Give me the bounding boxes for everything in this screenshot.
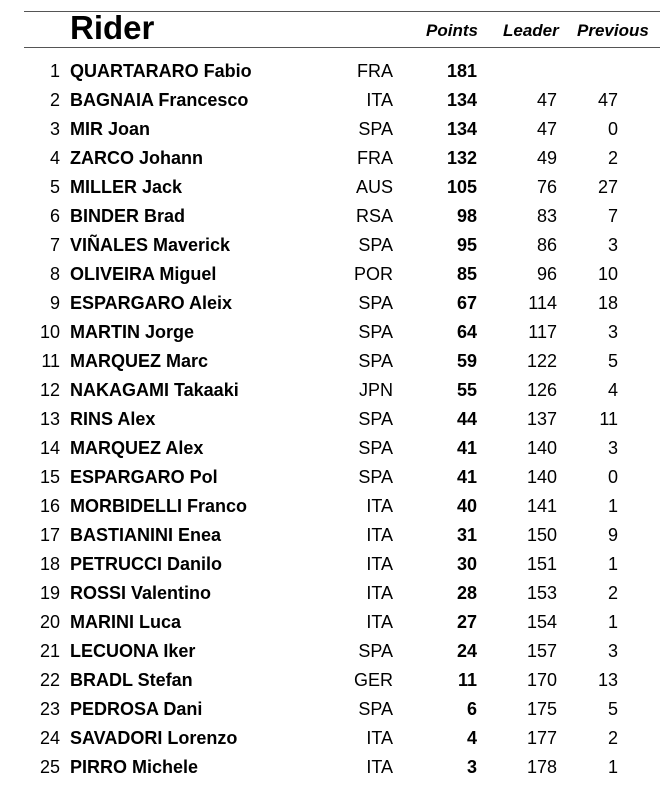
position-cell: 7 (49, 235, 60, 255)
gap-to-previous-cell: 7 (607, 206, 618, 226)
points-cell: 6 (466, 699, 477, 719)
position-cell: 16 (39, 496, 60, 516)
nation-cell: SPA (358, 438, 393, 458)
table-row (0, 579, 660, 608)
nation-cell: JPN (358, 380, 393, 400)
points-cell: 59 (456, 351, 477, 371)
gap-to-previous-cell: 9 (607, 525, 618, 545)
points-cell: 31 (456, 525, 477, 545)
gap-to-previous-cell: 2 (607, 148, 618, 168)
table-row (0, 260, 660, 289)
points-cell: 132 (446, 148, 477, 168)
table-row (0, 144, 660, 173)
table-row (0, 86, 660, 115)
position-cell: 18 (39, 554, 60, 574)
table-row (0, 376, 660, 405)
gap-to-previous-cell: 2 (607, 583, 618, 603)
rider-name-cell: PIRRO Michele (70, 757, 199, 777)
points-cell: 134 (446, 119, 477, 139)
nation-cell: SPA (358, 322, 393, 342)
gap-to-previous-cell: 1 (607, 612, 618, 632)
points-cell: 41 (456, 467, 477, 487)
table-header (0, 0, 660, 48)
gap-to-leader-cell: 150 (526, 525, 557, 545)
nation-cell: SPA (358, 409, 393, 429)
position-cell: 22 (39, 670, 60, 690)
gap-to-leader-cell: 137 (526, 409, 557, 429)
position-cell: 20 (39, 612, 60, 632)
gap-to-leader-cell: 153 (526, 583, 557, 603)
rider-name-cell: QUARTARARO Fabio (70, 61, 252, 81)
nation-cell: ITA (366, 612, 393, 632)
gap-to-previous-cell: 3 (607, 641, 618, 661)
gap-to-previous-cell: 0 (607, 467, 618, 487)
gap-to-leader-cell: 141 (526, 496, 557, 516)
position-cell: 3 (49, 119, 60, 139)
gap-to-leader-cell: 151 (526, 554, 557, 574)
points-cell: 44 (456, 409, 477, 429)
gap-to-previous-cell: 1 (607, 554, 618, 574)
gap-to-leader-cell: 86 (536, 235, 557, 255)
table-row (0, 57, 660, 86)
table-row (0, 405, 660, 434)
gap-to-previous-cell: 13 (597, 670, 618, 690)
table-row (0, 434, 660, 463)
nation-cell: ITA (366, 728, 393, 748)
position-cell: 5 (49, 177, 60, 197)
gap-to-previous-cell: 5 (607, 351, 618, 371)
nation-cell: FRA (357, 148, 393, 168)
nation-cell: ITA (366, 554, 393, 574)
nation-cell: RSA (355, 206, 393, 226)
gap-to-previous-cell: 5 (607, 699, 618, 719)
points-cell: 181 (446, 61, 477, 81)
table-row (0, 608, 660, 637)
rider-name-cell: MORBIDELLI Franco (70, 496, 248, 516)
nation-cell: POR (353, 264, 393, 284)
position-cell: 14 (39, 438, 60, 458)
rider-name-cell: PEDROSA Dani (70, 699, 203, 719)
gap-to-leader-cell: 47 (536, 90, 557, 110)
position-cell: 8 (49, 264, 60, 284)
rider-name-cell: MARQUEZ Alex (70, 438, 204, 458)
rider-name-cell: RINS Alex (70, 409, 156, 429)
points-cell: 11 (457, 670, 477, 690)
points-cell: 28 (456, 583, 477, 603)
gap-to-leader-cell: 178 (526, 757, 557, 777)
table-row (0, 724, 660, 753)
rider-name-cell: VIÑALES Maverick (70, 235, 231, 255)
nation-cell: ITA (366, 525, 393, 545)
rider-name-cell: MILLER Jack (70, 177, 183, 197)
table-row (0, 695, 660, 724)
gap-to-previous-cell: 10 (597, 264, 618, 284)
gap-to-previous-cell: 18 (597, 293, 618, 313)
rider-name-cell: SAVADORI Lorenzo (70, 728, 238, 748)
gap-to-previous-cell: 47 (597, 90, 618, 110)
rider-name-cell: MIR Joan (70, 119, 151, 139)
position-cell: 9 (49, 293, 60, 313)
nation-cell: ITA (366, 90, 393, 110)
rider-name-cell: ESPARGARO Aleix (70, 293, 233, 313)
points-cell: 30 (456, 554, 477, 574)
rider-name-cell: LECUONA Iker (70, 641, 196, 661)
table-row (0, 115, 660, 144)
rider-name-cell: BINDER Brad (70, 206, 186, 226)
position-cell: 23 (39, 699, 60, 719)
gap-to-previous-cell: 1 (607, 757, 618, 777)
gap-to-previous-cell: 2 (607, 728, 618, 748)
nation-cell: SPA (358, 293, 393, 313)
rider-name-cell: PETRUCCI Danilo (70, 554, 223, 574)
nation-cell: ITA (366, 496, 393, 516)
position-cell: 25 (39, 757, 60, 777)
table-row (0, 318, 660, 347)
gap-to-previous-cell: 4 (607, 380, 618, 400)
rider-name-cell: MARINI Luca (70, 612, 182, 632)
position-cell: 2 (49, 90, 60, 110)
rider-name-cell: MARQUEZ Marc (70, 351, 209, 371)
table-row (0, 492, 660, 521)
nation-cell: SPA (358, 467, 393, 487)
gap-to-leader-cell: 47 (536, 119, 557, 139)
rider-name-cell: ESPARGARO Pol (70, 467, 218, 487)
position-cell: 24 (39, 728, 60, 748)
gap-to-previous-cell: 1 (607, 496, 618, 516)
gap-to-leader-cell: 49 (536, 148, 557, 168)
gap-to-leader-cell: 157 (526, 641, 557, 661)
table-row (0, 753, 660, 782)
position-cell: 13 (39, 409, 60, 429)
points-cell: 40 (456, 496, 477, 516)
rider-name-cell: BRADL Stefan (70, 670, 193, 690)
gap-to-previous-cell: 0 (607, 119, 618, 139)
points-cell: 64 (456, 322, 477, 342)
position-cell: 21 (39, 641, 60, 661)
rider-name-cell: MARTIN Jorge (70, 322, 195, 342)
column-header-leader: Leader (503, 21, 559, 40)
gap-to-leader-cell: 126 (526, 380, 557, 400)
points-cell: 24 (456, 641, 477, 661)
points-cell: 27 (456, 612, 477, 632)
nation-cell: SPA (358, 119, 393, 139)
gap-to-leader-cell: 83 (536, 206, 557, 226)
position-cell: 4 (49, 148, 60, 168)
table-row (0, 347, 660, 376)
rider-name-cell: NAKAGAMI Takaaki (70, 380, 239, 400)
table-row (0, 521, 660, 550)
column-header-points: Points (426, 21, 478, 40)
points-cell: 67 (456, 293, 477, 313)
points-cell: 55 (456, 380, 477, 400)
gap-to-leader-cell: 175 (526, 699, 557, 719)
gap-to-leader-cell: 114 (528, 293, 557, 313)
position-cell: 12 (39, 380, 60, 400)
column-header-rider: Rider (70, 9, 155, 46)
table-body (0, 57, 660, 782)
points-cell: 134 (446, 90, 477, 110)
rider-name-cell: BAGNAIA Francesco (70, 90, 249, 110)
position-cell: 1 (49, 61, 60, 81)
table-row (0, 289, 660, 318)
nation-cell: SPA (358, 699, 393, 719)
rider-name-cell: ROSSI Valentino (70, 583, 212, 603)
position-cell: 6 (49, 206, 60, 226)
gap-to-leader-cell: 96 (536, 264, 557, 284)
gap-to-previous-cell: 11 (599, 409, 618, 429)
gap-to-leader-cell: 122 (526, 351, 557, 371)
nation-cell: FRA (357, 61, 393, 81)
nation-cell: GER (353, 670, 393, 690)
table-row (0, 173, 660, 202)
nation-cell: AUS (355, 177, 393, 197)
points-cell: 105 (446, 177, 477, 197)
gap-to-leader-cell: 140 (526, 467, 557, 487)
table-row (0, 637, 660, 666)
points-cell: 4 (466, 728, 477, 748)
table-row (0, 202, 660, 231)
points-cell: 41 (456, 438, 477, 458)
rider-name-cell: BASTIANINI Enea (70, 525, 222, 545)
points-cell: 3 (466, 757, 477, 777)
points-cell: 95 (456, 235, 477, 255)
points-cell: 98 (456, 206, 477, 226)
gap-to-previous-cell: 3 (607, 438, 618, 458)
table-row (0, 550, 660, 579)
gap-to-leader-cell: 170 (526, 670, 557, 690)
position-cell: 15 (39, 467, 60, 487)
gap-to-previous-cell: 3 (607, 322, 618, 342)
points-cell: 85 (456, 264, 477, 284)
gap-to-previous-cell: 3 (607, 235, 618, 255)
nation-cell: ITA (366, 757, 393, 777)
position-cell: 10 (39, 322, 60, 342)
table-row (0, 666, 660, 695)
gap-to-leader-cell: 140 (526, 438, 557, 458)
nation-cell: SPA (358, 641, 393, 661)
position-cell: 19 (39, 583, 60, 603)
rider-name-cell: ZARCO Johann (70, 148, 203, 168)
position-cell: 11 (41, 351, 60, 371)
gap-to-leader-cell: 154 (526, 612, 557, 632)
column-header-previous: Previous (577, 21, 649, 40)
gap-to-leader-cell: 76 (536, 177, 557, 197)
gap-to-leader-cell: 177 (526, 728, 557, 748)
nation-cell: SPA (358, 235, 393, 255)
rider-name-cell: OLIVEIRA Miguel (70, 264, 217, 284)
position-cell: 17 (39, 525, 60, 545)
table-row (0, 463, 660, 492)
table-row (0, 231, 660, 260)
gap-to-previous-cell: 27 (597, 177, 618, 197)
nation-cell: ITA (366, 583, 393, 603)
nation-cell: SPA (358, 351, 393, 371)
gap-to-leader-cell: 117 (528, 322, 557, 342)
